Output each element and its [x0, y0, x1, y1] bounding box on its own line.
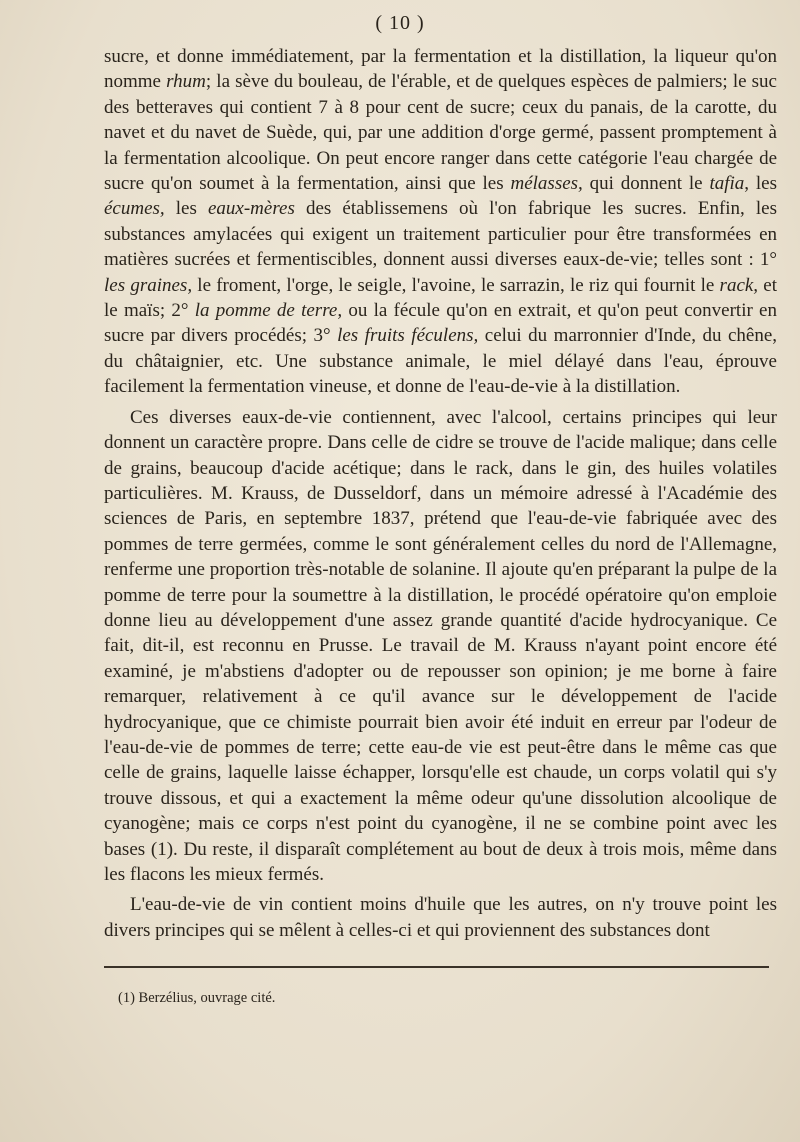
italic-run: les fruits féculens,	[337, 325, 479, 347]
italic-run: écumes,	[104, 198, 165, 220]
text-run: les	[164, 198, 208, 220]
italic-run: les graines,	[104, 274, 193, 296]
text-run: qui donnent le	[582, 173, 710, 195]
italic-run: rack,	[719, 274, 759, 296]
text-run: et le maïs; 2°	[104, 274, 777, 322]
italic-run: tafia	[709, 173, 745, 195]
italic-run: la pomme de terre,	[194, 300, 343, 322]
text-run: L'eau-de-vie de vin contient moins d'huile que les autres, on n'y trouve point les divers principes qui se mêlent à celles-ci et qui proviennent des substances dont	[104, 894, 777, 941]
italic-run: mélasses,	[510, 173, 583, 195]
text-run: celui du marronnier d'Inde, du chêne, du châtaignier, etc. Une substance animale, le miel délayé dans l'eau, éprouve facilement la fermentation vineuse, et donne de l'eau-de-vie à la distillation.	[104, 325, 778, 398]
text-run: sucre, et donne immédiatement, par la fermentation et la distillation, la liqueur qu'on nomme	[104, 46, 777, 93]
italic-run: eaux-mères	[207, 198, 295, 220]
paragraph	[104, 892, 777, 943]
body-text	[104, 44, 777, 943]
paragraph	[104, 44, 777, 400]
page-number: ( 10 )	[375, 12, 425, 34]
italic-run: rhum	[166, 71, 206, 93]
text-run: le froment, l'orge, le seigle, l'avoine, le sarrazin, le riz qui fournit le	[192, 274, 720, 296]
text-run: , les	[744, 173, 778, 195]
text-run: ou la fécule qu'on en extrait, et qu'on peut convertir en sucre par divers procédés; 3°	[104, 300, 777, 347]
footnote-divider	[104, 966, 769, 968]
text-run: Ces diverses eaux-de-vie contiennent, avec l'alcool, certains principes qui leur donnent un caractère propre. Dans celle de cidre se trouve de l'acide malique; dans celle de grains, beaucoup d'acide acétique; dans le rack, dans le gin, des huiles volatiles particulières. M. Krauss, de Dusseldorf, dans un mémoire adressé à l'Académie des sciences de Paris, en septembre 1837, prétend que l'eau-de-vie fabriquée avec des pommes de terre germées, comme le sont généralement celles du nord de l'Allemagne, renferme une proportion très-notable de solanine. Il ajoute qu'en préparant la pulpe de la pomme de terre pour la soumettre à la distillation, le procédé opératoire qu'on emploie donne lieu au développement d'une assez grande quantité d'acide hydrocyanique. Ce fait, dit-il, est reconnu en Prusse. Le travail de M. Krauss n'ayant point encore été examiné, je m'abstiens d'adopter ou de repousser son opinion; je me borne à faire remarquer, relativement à ce qu'il avance sur le développement de l'acide hydrocyanique, que ce chimiste pourrait bien avoir été induit en erreur par l'odeur de l'eau-de-vie de pommes de terre; cette eau-de vie est peut-être dans le même cas que celle de grains, laquelle laisse échapper, lorsqu'elle est chaude, un corps volatil qui s'y trouve dissous, et qui a exactement la même odeur qu'une dissolution alcoolique de cyanogène; mais ce corps n'est point du cyanogène, il ne se combine point avec les bases (1). Du reste, il disparaît complétement au bout de deux à trois mois, même dans les flacons les mieux fermés.	[104, 406, 777, 885]
text-run: ; la sève du bouleau, de l'érable, et de quelques espèces de palmiers; le suc des betteraves qui contient 7 à 8 pour cent de sucre; ceux du panais, de la carotte, du navet et du navet de Suède, qui, par une addition d'orge germé, passent promptement à la fermentation alcoolique. On peut encore ranger dans cette catégorie l'eau chargée de sucre qu'on soumet à la fermentation, ainsi que les	[104, 71, 777, 195]
text-run: des établissemens où l'on fabrique les sucres. Enfin, les substances amylacées qui exigent un traitement particulier pour être transformées en matières sucrées et fermentiscibles, donnent aussi diverses eaux-de-vie; telles sont : 1°	[104, 198, 778, 271]
footnote: (1) Berzélius, ouvrage cité.	[118, 990, 276, 1006]
paragraph	[104, 405, 777, 888]
